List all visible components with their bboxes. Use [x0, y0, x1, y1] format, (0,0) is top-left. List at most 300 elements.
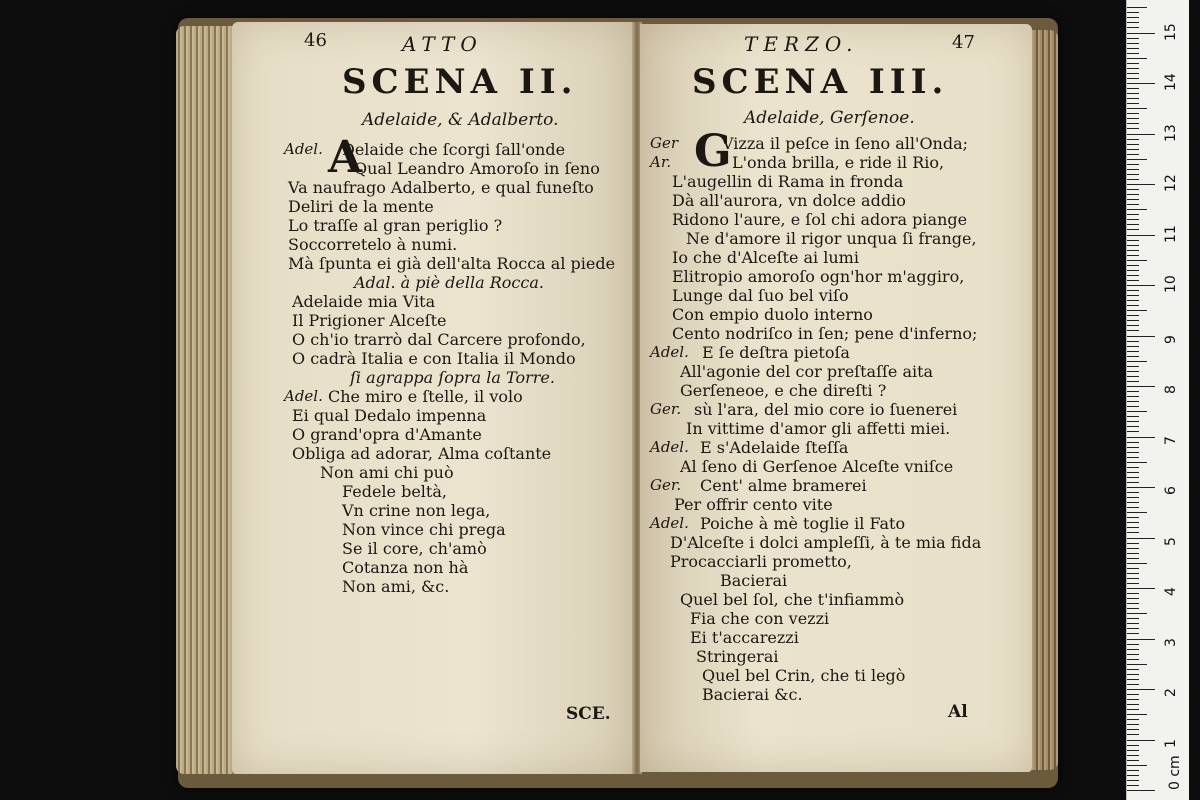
- ruler-tick: [1127, 679, 1139, 680]
- ruler-tick: [1127, 38, 1139, 39]
- verse-text: O ch'io trarrò dal Carcere profondo,: [292, 330, 586, 349]
- ruler-tick: [1127, 684, 1139, 685]
- ruler-tick: [1127, 568, 1139, 569]
- drop-cap: G: [694, 126, 732, 177]
- ruler-tick: [1127, 558, 1139, 559]
- catchword: Al: [948, 702, 968, 722]
- verse-text: sù l'ara, del mio core io ſuenerei: [694, 400, 958, 419]
- ruler-tick: [1127, 149, 1139, 150]
- verse-text: Ei qual Dedalo impenna: [292, 406, 487, 425]
- catchword: SCE.: [566, 704, 611, 724]
- ruler-tick: [1127, 229, 1139, 230]
- verse-line: [650, 647, 1020, 666]
- ruler-tick: [1127, 250, 1139, 251]
- ruler-tick: [1127, 477, 1139, 478]
- verse-line: [650, 229, 1020, 248]
- ruler-tick: [1127, 775, 1139, 776]
- verse-line: [284, 520, 634, 539]
- verse-line: [284, 406, 634, 425]
- right-page: [640, 24, 1032, 772]
- ruler-tick: [1127, 785, 1139, 786]
- ruler-number: 12: [1163, 174, 1179, 192]
- scene-title: SCENA II.: [342, 62, 578, 102]
- verse-text: Ei t'accarezzi: [690, 628, 799, 647]
- verse-line: [650, 609, 1020, 628]
- scene-title: SCENA III.: [692, 62, 949, 102]
- ruler-tick: [1127, 22, 1139, 23]
- ruler-number: 1: [1163, 738, 1179, 748]
- ruler-tick: [1127, 416, 1139, 417]
- ruler-tick: [1127, 442, 1139, 443]
- ruler-tick: [1127, 750, 1139, 751]
- verse-line: [650, 362, 1020, 381]
- ruler-tick: [1127, 729, 1139, 730]
- verse-text: Fia che con vezzi: [690, 609, 830, 628]
- verse-text: ſi agrappa ſopra la Torre.: [350, 368, 555, 387]
- ruler-tick: [1127, 174, 1139, 175]
- measuring-ruler: [1126, 0, 1189, 800]
- verse-line: [284, 539, 634, 558]
- speaker-label: Adel.: [650, 438, 689, 456]
- ruler-tick: [1127, 740, 1155, 741]
- ruler-tick: [1127, 532, 1139, 533]
- ruler-number: 2: [1163, 688, 1179, 697]
- ruler-tick: [1127, 189, 1139, 190]
- verse-line: [284, 368, 634, 387]
- ruler-tick: [1127, 68, 1139, 69]
- verse-text: Elitropio amoroſo ogn'hor m'aggiro,: [672, 267, 965, 286]
- verse-text: Lunge dal ſuo bel viſo: [672, 286, 849, 305]
- ruler-tick: [1127, 325, 1139, 326]
- ruler-number: 5: [1163, 536, 1179, 546]
- ruler-tick: [1127, 694, 1139, 695]
- ruler-tick: [1127, 492, 1139, 493]
- verse-line: [284, 292, 634, 311]
- ruler-number: 8: [1163, 385, 1179, 394]
- ruler-tick: [1127, 169, 1139, 170]
- ruler-tick: [1127, 517, 1139, 518]
- verse-line: [650, 628, 1020, 647]
- verse-text: E ſe deſtra pietoſa: [702, 343, 850, 362]
- ruler-tick: [1127, 330, 1139, 331]
- verse-line: [650, 153, 1020, 172]
- verse-text: Gerſeneoe, e che direſti ?: [680, 381, 887, 400]
- ruler-tick: [1127, 578, 1139, 579]
- ruler-tick: [1127, 538, 1155, 539]
- ruler-number: 11: [1163, 224, 1179, 243]
- ruler-tick: [1127, 396, 1139, 397]
- verse-line: [284, 330, 634, 349]
- verse-line: [284, 463, 634, 482]
- ruler-tick: [1127, 628, 1139, 629]
- ruler-tick: [1127, 507, 1139, 508]
- verse-line: [284, 387, 634, 406]
- verse-text: Se il core, ch'amò: [342, 539, 487, 558]
- ruler-tick: [1127, 608, 1139, 609]
- ruler-tick: [1127, 548, 1139, 549]
- ruler-tick: [1127, 573, 1139, 574]
- ruler-tick: [1127, 154, 1139, 155]
- ruler-tick: [1127, 512, 1147, 513]
- ruler-tick: [1127, 497, 1139, 498]
- verse-text: Va naufrago Adalberto, e qual funeſto: [288, 178, 594, 197]
- ruler-tick: [1127, 33, 1155, 34]
- verse-text: Quel bel ſol, che t'infiammò: [680, 590, 905, 609]
- ruler-tick: [1127, 669, 1139, 670]
- ruler-tick: [1127, 255, 1139, 256]
- ruler-tick: [1127, 134, 1155, 135]
- verse-line: [650, 305, 1020, 324]
- ruler-tick: [1127, 7, 1147, 8]
- ruler-number: 4: [1163, 587, 1179, 596]
- verse-text: In vittime d'amor gli affetti miei.: [686, 419, 951, 438]
- verse-line: [650, 457, 1020, 476]
- verse-lines: [284, 132, 634, 596]
- ruler-tick: [1127, 285, 1155, 286]
- verse-line: [284, 482, 634, 501]
- ruler-tick: [1127, 361, 1147, 362]
- ruler-tick: [1127, 103, 1139, 104]
- ruler-number: 7: [1163, 435, 1179, 445]
- ruler-tick: [1127, 401, 1139, 402]
- ruler-tick: [1127, 356, 1139, 357]
- verse-text: D'Alceſte i dolci ampleſſi, à te mia fida: [670, 533, 982, 552]
- ruler-tick: [1127, 179, 1139, 180]
- verse-text: Qual Leandro Amoroſo in ſeno: [354, 159, 600, 178]
- ruler-tick: [1127, 204, 1139, 205]
- verse-line: [284, 159, 634, 178]
- ruler-tick: [1127, 371, 1139, 372]
- ruler-tick: [1127, 391, 1139, 392]
- ruler-tick: [1127, 199, 1139, 200]
- ruler-tick: [1127, 618, 1139, 619]
- ruler-tick: [1127, 467, 1139, 468]
- ruler-number: 15: [1163, 22, 1179, 41]
- verse-text: Io che d'Alceſte ai lumi: [672, 248, 859, 267]
- verse-line: [284, 235, 634, 254]
- ruler-tick: [1127, 275, 1139, 276]
- verse-text: Deliri de la mente: [288, 197, 434, 216]
- ruler-tick: [1127, 214, 1139, 215]
- verse-line: [650, 324, 1020, 343]
- ruler-tick: [1127, 320, 1139, 321]
- ruler-tick: [1127, 689, 1155, 690]
- speaker-label: Adel.: [650, 343, 689, 361]
- ruler-tick: [1127, 421, 1139, 422]
- verse-line: [650, 438, 1020, 457]
- verse-text: Non ami chi può: [320, 463, 454, 482]
- ruler-tick: [1127, 12, 1139, 13]
- verse-text: Al ſeno di Gerſenoe Alceſte vniſce: [680, 457, 954, 476]
- verse-line: [650, 267, 1020, 286]
- verse-line: [284, 254, 634, 273]
- ruler-tick: [1127, 265, 1139, 266]
- verse-line: [650, 210, 1020, 229]
- verse-line: [284, 444, 634, 463]
- ruler-tick: [1127, 699, 1139, 700]
- ruler-tick: [1127, 487, 1155, 488]
- ruler-tick: [1127, 27, 1139, 28]
- ruler-number: 13: [1163, 123, 1179, 142]
- ruler-tick: [1127, 522, 1139, 523]
- verse-text: Bacierai &c.: [702, 685, 803, 704]
- ruler-tick: [1127, 73, 1139, 74]
- verse-text: Poiche à mè toglie il Fato: [700, 514, 906, 533]
- verse-text: Procacciarli prometto,: [670, 552, 852, 571]
- running-head: ATTO: [402, 32, 483, 56]
- ruler-tick: [1127, 290, 1139, 291]
- verse-text: Dà all'aurora, vn dolce addio: [672, 191, 906, 210]
- ruler-tick: [1127, 376, 1139, 377]
- ruler-number: 3: [1163, 637, 1179, 647]
- ruler-tick: [1127, 93, 1139, 94]
- ruler-tick: [1127, 351, 1139, 352]
- ruler-tick: [1127, 63, 1139, 64]
- ruler-tick: [1127, 346, 1139, 347]
- verse-line: [650, 286, 1020, 305]
- speaker-label: Adel.: [650, 514, 689, 532]
- verse-line: [284, 501, 634, 520]
- verse-line: [284, 558, 634, 577]
- left-page: [232, 22, 634, 774]
- ruler-number: 14: [1163, 73, 1179, 91]
- ruler-tick: [1127, 245, 1139, 246]
- verse-line: [650, 552, 1020, 571]
- verse-text: Il Prigioner Alceſte: [292, 311, 447, 330]
- verse-text: Stringerai: [696, 647, 779, 666]
- verse-line: [650, 172, 1020, 191]
- ruler-tick: [1127, 447, 1139, 448]
- ruler-tick: [1127, 593, 1139, 594]
- ruler-tick: [1127, 43, 1139, 44]
- ruler-tick: [1127, 613, 1147, 614]
- ruler-tick: [1127, 452, 1139, 453]
- ruler-tick: [1127, 219, 1139, 220]
- verse-line: [650, 191, 1020, 210]
- ruler-number: 6: [1163, 486, 1179, 495]
- ruler-tick: [1127, 48, 1139, 49]
- ruler-tick: [1127, 83, 1155, 84]
- verse-line: [650, 381, 1020, 400]
- ruler-tick: [1127, 280, 1139, 281]
- verse-line: [650, 666, 1020, 685]
- verse-text: L'onda brilla, e ride il Rio,: [732, 153, 945, 172]
- ruler-tick: [1127, 639, 1155, 640]
- ruler-tick: [1127, 755, 1139, 756]
- verse-text: Mà ſpunta ei già dell'alta Rocca al piede: [288, 254, 616, 273]
- ruler-tick: [1127, 260, 1147, 261]
- verse-text: Cento nodriſco in ſen; pene d'inferno;: [672, 324, 978, 343]
- ruler-unit-label: 0 cm: [1167, 755, 1183, 790]
- verse-text: Ridono l'aure, e ſol chi adora piange: [672, 210, 968, 229]
- ruler-tick: [1127, 310, 1147, 311]
- ruler-tick: [1127, 649, 1139, 650]
- ruler-tick: [1127, 431, 1139, 432]
- verse-text: Non vince chi prega: [342, 520, 506, 539]
- verse-text: Non ami, &c.: [342, 577, 450, 596]
- verse-text: Adelaide mia Vita: [292, 292, 436, 311]
- scene-characters: Adelaide, Gerſenoe.: [744, 108, 915, 128]
- page-block-right-edge: [1028, 30, 1058, 770]
- ruler-tick: [1127, 270, 1139, 271]
- ruler-tick: [1127, 139, 1139, 140]
- verse-line: [284, 577, 634, 596]
- ruler-tick: [1127, 719, 1139, 720]
- ruler-tick: [1127, 305, 1139, 306]
- verse-text: O cadrà Italia e con Italia il Mondo: [292, 349, 576, 368]
- verse-text: Obliga ad adorar, Alma coſtante: [292, 444, 552, 463]
- page-number: 47: [952, 32, 975, 53]
- ruler-tick: [1127, 457, 1139, 458]
- ruler-tick: [1127, 78, 1139, 79]
- ruler-tick: [1127, 58, 1147, 59]
- ruler-tick: [1127, 790, 1155, 791]
- ruler-tick: [1127, 527, 1139, 528]
- ruler-tick: [1127, 113, 1139, 114]
- ruler-tick: [1127, 654, 1139, 655]
- verse-text: Delaide che ſcorgi ſall'onde: [342, 140, 566, 159]
- verse-text: Per offrir cento vite: [674, 495, 833, 514]
- verse-text: Con empio duolo interno: [672, 305, 873, 324]
- speaker-label: Ger.: [650, 400, 682, 418]
- verse-text: Soccorretelo à numi.: [288, 235, 458, 254]
- ruler-tick: [1127, 336, 1155, 337]
- scene-characters: Adelaide, & Adalberto.: [362, 110, 559, 130]
- ruler-tick: [1127, 724, 1139, 725]
- ruler-tick: [1127, 437, 1155, 438]
- verse-text: Ne d'amore il rigor unqua ſi frange,: [686, 229, 977, 248]
- verse-line: [284, 216, 634, 235]
- ruler-tick: [1127, 300, 1139, 301]
- verse-line: [284, 197, 634, 216]
- ruler-tick: [1127, 664, 1147, 665]
- verse-text: Cent' alme bramerei: [700, 476, 867, 495]
- speaker-label: Ar.: [650, 153, 672, 171]
- ruler-tick: [1127, 108, 1147, 109]
- ruler-tick: [1127, 659, 1139, 660]
- ruler-tick: [1127, 462, 1147, 463]
- ruler-tick: [1127, 366, 1139, 367]
- ruler-tick: [1127, 714, 1147, 715]
- ruler-tick: [1127, 734, 1139, 735]
- ruler-tick: [1127, 184, 1155, 185]
- page-block-left-edge: [176, 26, 234, 774]
- ruler-tick: [1127, 598, 1139, 599]
- verse-line: [284, 349, 634, 368]
- verse-text: L'augellin di Rama in fronda: [672, 172, 904, 191]
- ruler-tick: [1127, 411, 1147, 412]
- ruler-tick: [1127, 633, 1139, 634]
- verse-line: [650, 419, 1020, 438]
- ruler-tick: [1127, 760, 1139, 761]
- verse-text: Vizza il peſce in ſeno all'Onda;: [722, 134, 969, 153]
- verse-line: [650, 495, 1020, 514]
- ruler-tick: [1127, 194, 1139, 195]
- ruler-tick: [1127, 482, 1139, 483]
- ruler-tick: [1127, 644, 1139, 645]
- ruler-tick: [1127, 674, 1139, 675]
- ruler-tick: [1127, 563, 1147, 564]
- ruler-tick: [1127, 381, 1139, 382]
- verse-line: [650, 514, 1020, 533]
- verse-text: Bacierai: [720, 571, 788, 590]
- ruler-tick: [1127, 240, 1139, 241]
- ruler-tick: [1127, 341, 1139, 342]
- ruler-tick: [1127, 502, 1139, 503]
- verse-line: [650, 533, 1020, 552]
- verse-text: O grand'opra d'Amante: [292, 425, 482, 444]
- ruler-tick: [1127, 235, 1155, 236]
- ruler-tick: [1127, 472, 1139, 473]
- verse-line: [650, 400, 1020, 419]
- verse-text: Che miro e ſtelle, il volo: [328, 387, 523, 406]
- ruler-tick: [1127, 426, 1139, 427]
- speaker-label: Ger.: [650, 476, 682, 494]
- verse-text: Quel bel Crin, che ti legò: [702, 666, 906, 685]
- ruler-tick: [1127, 709, 1139, 710]
- ruler-tick: [1127, 224, 1139, 225]
- ruler-number: 9: [1163, 334, 1179, 344]
- verse-line: [284, 311, 634, 330]
- verse-line: [650, 476, 1020, 495]
- ruler-tick: [1127, 164, 1139, 165]
- ruler-tick: [1127, 770, 1139, 771]
- speaker-label: Adel.: [284, 140, 323, 158]
- ruler-tick: [1127, 406, 1139, 407]
- ruler-tick: [1127, 765, 1147, 766]
- speaker-label: Ger: [650, 134, 679, 152]
- verse-line: [650, 343, 1020, 362]
- ruler-tick: [1127, 98, 1139, 99]
- ruler-tick: [1127, 17, 1139, 18]
- ruler-tick: [1127, 745, 1139, 746]
- ruler-tick: [1127, 144, 1139, 145]
- verse-text: Adal. à piè della Rocca.: [354, 273, 544, 292]
- ruler-tick: [1127, 603, 1139, 604]
- ruler-tick: [1127, 583, 1139, 584]
- verse-line: [650, 590, 1020, 609]
- drop-cap: A: [328, 132, 363, 183]
- running-head: TERZO.: [744, 32, 859, 56]
- ruler-tick: [1127, 386, 1155, 387]
- ruler-tick: [1127, 588, 1155, 589]
- verse-text: All'agonie del cor preſtaſſe aita: [680, 362, 934, 381]
- verse-line: [284, 425, 634, 444]
- verse-text: E s'Adelaide ſteſſa: [700, 438, 849, 457]
- ruler-tick: [1127, 159, 1147, 160]
- ruler-tick: [1127, 623, 1139, 624]
- ruler-tick: [1127, 780, 1139, 781]
- ruler-tick: [1127, 128, 1139, 129]
- verse-line: [284, 273, 634, 292]
- ruler-tick: [1127, 123, 1139, 124]
- ruler-tick: [1127, 543, 1139, 544]
- verse-text: Cotanza non hà: [342, 558, 469, 577]
- verse-line: [650, 248, 1020, 267]
- ruler-tick: [1127, 53, 1139, 54]
- verse-text: Fedele beltà,: [342, 482, 447, 501]
- ruler-tick: [1127, 118, 1139, 119]
- verse-text: Lo traſſe al gran periglio ?: [288, 216, 503, 235]
- verse-line: [650, 571, 1020, 590]
- ruler-tick: [1127, 315, 1139, 316]
- verse-lines: [650, 126, 1020, 704]
- ruler-tick: [1127, 209, 1147, 210]
- verse-line: [284, 178, 634, 197]
- ruler-tick: [1127, 704, 1139, 705]
- verse-text: Vn crine non lega,: [342, 501, 491, 520]
- ruler-tick: [1127, 295, 1139, 296]
